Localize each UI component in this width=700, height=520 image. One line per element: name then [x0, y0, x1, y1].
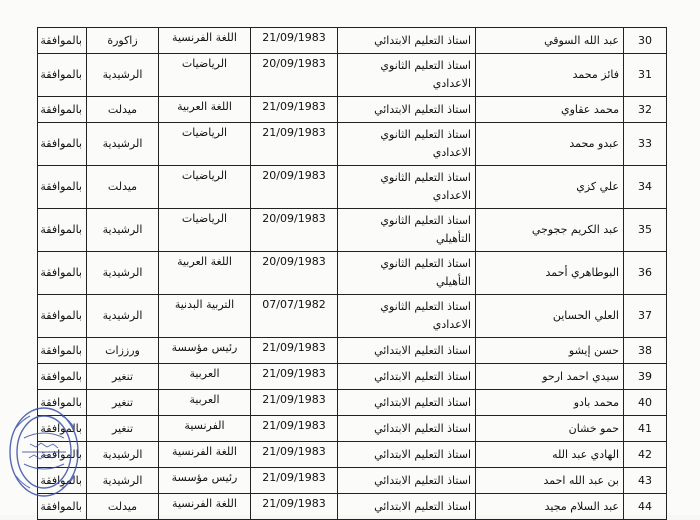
subject-cell: الفرنسية [159, 416, 251, 442]
appointment-date-cell: 21/09/1983 [251, 338, 338, 364]
table-row [38, 209, 667, 252]
decision-status-cell: بالموافقة [38, 252, 87, 295]
subject-cell: اللغة الفرنسية [159, 28, 251, 54]
appointment-date-cell: 20/09/1983 [251, 166, 338, 209]
row-number-cell: 32 [624, 97, 667, 123]
teacher-grade-cell: استاذ التعليم الابتدائي [338, 468, 476, 494]
subject-cell: العربية [159, 390, 251, 416]
subject-cell: الرياضيات [159, 166, 251, 209]
appointment-date-cell: 07/07/1982 [251, 295, 338, 338]
decision-status-cell: بالموافقة [38, 295, 87, 338]
table-row [38, 97, 667, 123]
location-cell: ميدلت [87, 494, 159, 520]
appointment-date-cell: 21/09/1983 [251, 390, 338, 416]
decision-status-cell: بالموافقة [38, 28, 87, 54]
row-number-cell: 36 [624, 252, 667, 295]
table-row [38, 252, 667, 295]
decision-status-cell: بالموافقة [38, 442, 87, 468]
table-body [38, 28, 667, 520]
teacher-name-cell: حمو خشان [476, 416, 624, 442]
subject-cell: الرياضيات [159, 209, 251, 252]
subject-cell: رئيس مؤسسة [159, 468, 251, 494]
appointment-date-cell: 20/09/1983 [251, 252, 338, 295]
location-cell: زاكورة [87, 28, 159, 54]
location-cell: الرشيدية [87, 468, 159, 494]
location-cell: تنغير [87, 416, 159, 442]
appointment-date-cell: 21/09/1983 [251, 468, 338, 494]
teacher-grade-cell: استاذ التعليم الابتدائي [338, 494, 476, 520]
decision-status-cell: بالموافقة [38, 123, 87, 166]
teacher-name-cell: البوطاهري أحمد [476, 252, 624, 295]
teacher-grade-cell: استاذ التعليم الابتدائي [338, 338, 476, 364]
subject-cell: رئيس مؤسسة [159, 338, 251, 364]
subject-cell: اللغة الفرنسية [159, 442, 251, 468]
decision-status-cell: بالموافقة [38, 390, 87, 416]
table-row [38, 390, 667, 416]
subject-cell: اللغة العربية [159, 97, 251, 123]
table-row [38, 442, 667, 468]
table-row [38, 166, 667, 209]
subject-cell: الرياضيات [159, 54, 251, 97]
decision-status-cell: بالموافقة [38, 166, 87, 209]
table-row [38, 468, 667, 494]
location-cell: الرشيدية [87, 209, 159, 252]
decision-status-cell: بالموافقة [38, 338, 87, 364]
table-row [38, 28, 667, 54]
row-number-cell: 41 [624, 416, 667, 442]
decision-status-cell: بالموافقة [38, 209, 87, 252]
teacher-name-cell: حسن إيشو [476, 338, 624, 364]
location-cell: الرشيدية [87, 54, 159, 97]
table-row [38, 416, 667, 442]
teacher-grade-cell: استاذ التعليم الثانوي الاعدادي [338, 54, 476, 97]
appointment-date-cell: 21/09/1983 [251, 28, 338, 54]
teacher-name-cell: فائز محمد [476, 54, 624, 97]
row-number-cell: 42 [624, 442, 667, 468]
decision-status-cell: بالموافقة [38, 468, 87, 494]
appointment-date-cell: 21/09/1983 [251, 494, 338, 520]
subject-cell: العربية [159, 364, 251, 390]
row-number-cell: 34 [624, 166, 667, 209]
teacher-grade-cell: استاذ التعليم الثانوي الاعدادي [338, 295, 476, 338]
location-cell: الرشيدية [87, 295, 159, 338]
teacher-grade-cell: استاذ التعليم الابتدائي [338, 364, 476, 390]
appointment-date-cell: 21/09/1983 [251, 123, 338, 166]
row-number-cell: 39 [624, 364, 667, 390]
teacher-grade-cell: استاذ التعليم الثانوي الاعدادي [338, 166, 476, 209]
decision-status-cell: بالموافقة [38, 494, 87, 520]
teacher-name-cell: العلي الحساين [476, 295, 624, 338]
row-number-cell: 31 [624, 54, 667, 97]
teacher-grade-cell: استاذ التعليم الثانوي التأهيلي [338, 209, 476, 252]
teacher-grade-cell: استاذ التعليم الابتدائي [338, 416, 476, 442]
teacher-name-cell: عبد السلام مجيد [476, 494, 624, 520]
row-number-cell: 40 [624, 390, 667, 416]
appointment-date-cell: 20/09/1983 [251, 54, 338, 97]
location-cell: الرشيدية [87, 442, 159, 468]
location-cell: تنغير [87, 390, 159, 416]
subject-cell: الرياضيات [159, 123, 251, 166]
row-number-cell: 43 [624, 468, 667, 494]
decision-status-cell: بالموافقة [38, 364, 87, 390]
teacher-name-cell: محمد بادو [476, 390, 624, 416]
teacher-name-cell: سيدي احمد ارحو [476, 364, 624, 390]
appointment-date-cell: 21/09/1983 [251, 97, 338, 123]
teacher-grade-cell: استاذ التعليم الابتدائي [338, 442, 476, 468]
location-cell: ورززات [87, 338, 159, 364]
table-row [38, 494, 667, 520]
appointment-date-cell: 21/09/1983 [251, 364, 338, 390]
subject-cell: اللغة الفرنسية [159, 494, 251, 520]
appointment-date-cell: 21/09/1983 [251, 442, 338, 468]
teachers-table [37, 27, 667, 520]
teacher-grade-cell: استاذ التعليم الابتدائي [338, 28, 476, 54]
appointment-date-cell: 20/09/1983 [251, 209, 338, 252]
teacher-name-cell: عبد الكريم ججوجي [476, 209, 624, 252]
row-number-cell: 30 [624, 28, 667, 54]
teacher-name-cell: محمد عقاوي [476, 97, 624, 123]
table-row [38, 123, 667, 166]
row-number-cell: 37 [624, 295, 667, 338]
teacher-name-cell: عبدو محمد [476, 123, 624, 166]
location-cell: تنغير [87, 364, 159, 390]
row-number-cell: 38 [624, 338, 667, 364]
subject-cell: التربية البدنية [159, 295, 251, 338]
decision-status-cell: بالموافقة [38, 97, 87, 123]
teacher-grade-cell: استاذ التعليم الابتدائي [338, 97, 476, 123]
teacher-name-cell: بن عبد الله احمد [476, 468, 624, 494]
teacher-grade-cell: استاذ التعليم الثانوي الاعدادي [338, 123, 476, 166]
teacher-name-cell: الهادي عبد الله [476, 442, 624, 468]
row-number-cell: 44 [624, 494, 667, 520]
teacher-name-cell: علي كزي [476, 166, 624, 209]
table-row [38, 364, 667, 390]
teacher-grade-cell: استاذ التعليم الابتدائي [338, 390, 476, 416]
location-cell: الرشيدية [87, 252, 159, 295]
table-row [38, 295, 667, 338]
decision-status-cell: بالموافقة [38, 416, 87, 442]
decision-status-cell: بالموافقة [38, 54, 87, 97]
row-number-cell: 33 [624, 123, 667, 166]
appointment-date-cell: 21/09/1983 [251, 416, 338, 442]
location-cell: ميدلت [87, 97, 159, 123]
teacher-name-cell: عبد الله السوقي [476, 28, 624, 54]
table-row [38, 338, 667, 364]
row-number-cell: 35 [624, 209, 667, 252]
table-row [38, 54, 667, 97]
location-cell: ميدلت [87, 166, 159, 209]
subject-cell: اللغة العربية [159, 252, 251, 295]
teacher-grade-cell: استاذ التعليم الثانوي التأهيلي [338, 252, 476, 295]
location-cell: الرشيدية [87, 123, 159, 166]
